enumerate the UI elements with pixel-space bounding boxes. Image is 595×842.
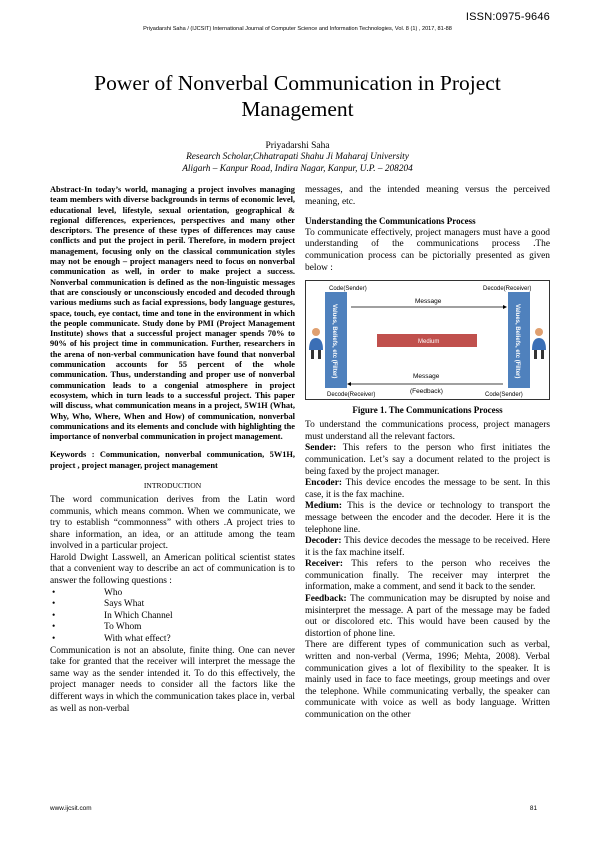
list-item: • Who — [50, 588, 295, 600]
intro-paragraph-3: Communication is not an absolute, finite thing. One can never take for granted that the receiver will interpret the message the same way as the sender intended it. To do this effectively, the project manager needs to consider all the factors like the different ways in which the communication takes place in, verbal as well as non-verbal — [50, 645, 295, 714]
right-paragraph-0: messages, and the intended meaning versus the perceived meaning, etc. — [305, 185, 550, 207]
affiliation-line-2: Aligarh – Kanpur Road, Indira Nagar, Kanpur, U.P. – 208204 — [182, 163, 413, 174]
list-item: • In Which Channel — [50, 611, 295, 623]
definition-term: Sender: — [305, 443, 337, 454]
section-heading: Understanding the Communications Process — [305, 216, 476, 227]
communication-process-figure — [305, 280, 550, 400]
right-paragraph-2: To understand the communications process, project managers must understand all the relevant factors. — [305, 420, 550, 442]
affiliation — [0, 152, 595, 175]
definition-term: Receiver: — [305, 559, 343, 570]
paper-title: Power of Nonverbal Communication in Project Management — [94, 71, 501, 121]
definition-term: Feedback: — [305, 594, 347, 605]
definition-term: Decoder: — [305, 536, 342, 547]
list-item: • With what effect? — [50, 634, 295, 646]
affiliation-line-1: Research Scholar,Chhatrapati Shahu Ji Maharaj University — [186, 152, 409, 162]
label-decode-receiver-top: Decode(Receiver) — [483, 286, 532, 293]
label-code-sender: Code(Sender) — [329, 286, 367, 293]
intro-paragraph-1: The word communication derives from the Latin word communis, which means common. When we communicate, we try to establish “commonness” with others .A project tries to share information, an idea, or an attitude among the team involved in a particular project. — [50, 494, 295, 552]
footer-site: www.ijcsit.com — [50, 805, 92, 812]
keywords: Keywords : Communication, nonverbal communication, 5W1H, project , project manager, project management — [50, 450, 295, 470]
label-decode-receiver-bottom: Decode(Receiver) — [327, 392, 376, 399]
definition-encoder — [305, 478, 550, 501]
figure-caption: Figure 1. The Communications Process — [352, 404, 503, 415]
definition-text: This refers to the person who receives the communication finally. The receiver may interpret the information, make a comment, and send it back to the sender. — [305, 559, 550, 593]
author-name: Priyadarshi Saha — [265, 141, 330, 151]
definition-text: This refers to the person who first initiates the communication. Let’s say a document related to the project is being faxed by the project manager. — [305, 443, 550, 477]
definition-term: Medium: — [305, 501, 342, 512]
intro-heading: INTRODUCTION — [143, 481, 202, 491]
definition-feedback — [305, 594, 550, 640]
label-feedback: (Feedback) — [410, 388, 443, 396]
label-medium: Medium — [418, 339, 440, 346]
filter-label-left: Values, Beliefs, etc (Filter) — [331, 304, 337, 379]
question-list — [50, 588, 295, 646]
definition-term: Encoder: — [305, 478, 342, 489]
definition-decoder — [305, 536, 550, 559]
label-feedback-message: Message — [413, 373, 440, 381]
intro-paragraph-2: Harold Dwight Lasswell, an American political scientist states that a convenient way to describe an act of communication is to answer the following questions : — [50, 552, 295, 587]
abstract: Abstract-In today’s world, managing a project involves managing team members with diverse backgrounds in terms of economic level, educational level, lifestyle, sexual orientation, geographical & regional differences, experiences, perspectives and many other descriptors. The presence of these types of differences may cause conflicts and put the project in peril. Therefore, in modern project management, focusing only on the classical communication styles may not be enough – project managers need to focus on nonverbal communication as well, in order to make project a success. Nonverbal communication is defined as the non-linguistic messages that are consciously or unconsciously encoded and decoded through various mediums such as facial expressions, body language gestures, space, touch, eye contact, time and tone in the environment in which the people communicate. Study done by PMI (Project Management Institute) shows that a successful project manager spends 70% to 90% of his project time in communication. Further, researchers in the arena of non-verbal communication have found that nonverbal communication accounts for 55 percent of the whole communication. Thus, understanding and proper use of nonverbal communication leads to a congenial atmosphere in project ecosystem, which in turn leads to a successful project. This paper will discuss, what communication means in a project, 5W1H (What, Why, Who, Where, When and How) of communication, nonverbal communications and its elements and conclude with highlighting the importance of nonverbal communication in project management. — [50, 185, 295, 442]
definition-text: This device decodes the message to be received. Here it is the fax machine itself. — [305, 536, 550, 558]
running-header: Priyadarshi Saha / (IJCSIT) International Journal of Computer Science and Information Technologies, Vol. 8 (1) , 2017, 81-88 — [143, 26, 452, 32]
label-code-sender-bottom: Code(Sender) — [485, 392, 523, 399]
definition-receiver — [305, 559, 550, 594]
filter-label-right: Values, Beliefs, etc (Filter) — [514, 304, 520, 379]
right-paragraph-1: To communicate effectively, project managers must have a good understanding of the communications process .The communication process can be pictorially presented as given below : — [305, 227, 550, 273]
definition-text: This is the device or technology to transport the message between the encoder and the decoder. Here it is the telephone line. — [305, 501, 550, 535]
issn: ISSN:0975-9646 — [465, 11, 550, 23]
definition-sender — [305, 443, 550, 478]
label-message: Message — [415, 298, 442, 306]
left-column — [50, 185, 295, 715]
list-item: • To Whom — [50, 622, 295, 634]
page-number: 81 — [529, 805, 537, 812]
definition-text: This device encodes the message to be sent. In this case, it is the fax machine. — [305, 478, 550, 500]
right-column — [305, 185, 550, 722]
right-paragraph-3: There are different types of communication such as verbal, written and non-verbal (Verma, 1996; Mehta, 2008). Verbal communication gives a lot of flexibility to the speaker. It is mainly used in face to face meetings, group meetings and over the telephone. While communicating verbally, the speaker can communicate with voice as well as body language. Written communication on the other — [305, 640, 550, 720]
list-item: • Says What — [50, 599, 295, 611]
definition-text: The communication may be disrupted by noise and misinterpret the message. A part of the message may be faded out or discolored etc. This would have been caused by the distortion of phone line. — [305, 594, 550, 639]
definition-medium — [305, 501, 550, 536]
